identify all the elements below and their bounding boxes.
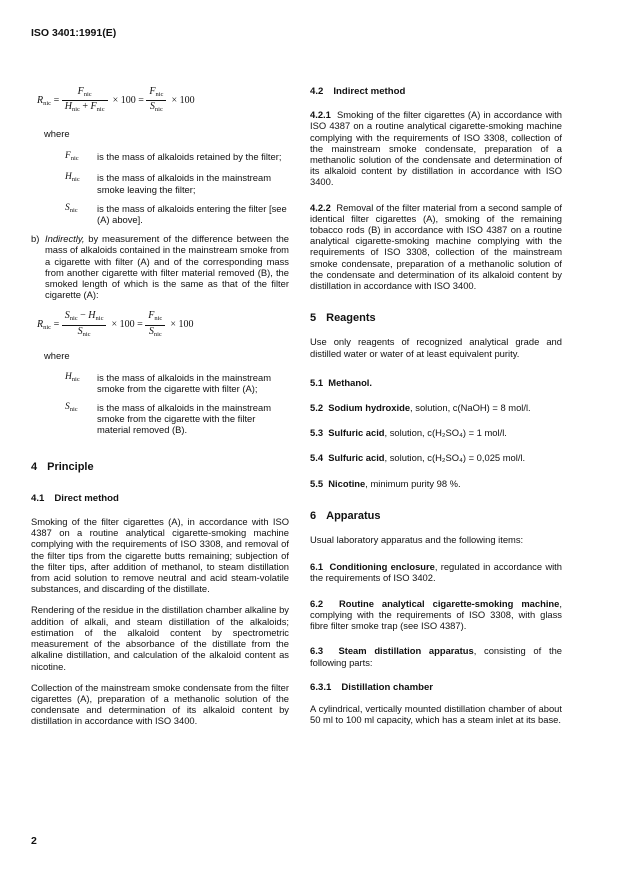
section-4-heading: 4 Principle <box>31 460 94 473</box>
paragraph-4-2-2: 4.2.2 Removal of the filter material from a second sample of identical filter cigarettes (A), smoking of the remaining tobacco rods (B) in accordance with ISO 4387 on a routine analytical cigarette-smoking machine complying with the requirements of ISO 3308, collection of the mainstream smoke condensate, preparation of a methanolic solution of the condensate and determination of its alkaloid content by distillation in accordance with ISO 3400. <box>310 201 563 292</box>
reagent-5-1: 5.1 Methanol. <box>310 376 373 388</box>
definition-F: $F_{nic}$ is the mass of alkaloids retained by the filter; <box>65 151 282 163</box>
paragraph-4-1-b: Rendering of the residue in the distillation chamber alkaline by addition of alkali, and steam distillation of the alkaloids; estimation of the alkaloid content by spectrometric measurement of the absorbance of the distillate from the alkaline distillation, and calculation of the alkaloid content as nicotine. <box>31 604 289 672</box>
paragraph-4-2-1: 4.2.1 Smoking of the filter cigarettes (A) in accordance with ISO 4387 on a routine analytical cigarette-smoking machine complying with the requirements of ISO 3308, collection of the mainstream smoke condensate, preparation of a methanolic solution of the condensate and determination of its alkaloid content by distillation in accordance with ISO 3400. <box>310 109 562 188</box>
section-5-heading: 5 Reagents <box>310 312 376 325</box>
reagent-5-5: 5.5 Nicotine, minimum purity 98 %. <box>310 477 461 489</box>
section-4-1-heading: 4.1 Direct method <box>31 492 119 504</box>
left-column <box>31 86 289 727</box>
section-6-3-1-heading: 6.3.1 Distillation chamber <box>310 681 434 693</box>
item-b: b) Indirectly, by measurement of the difference between the mass of alkaloids contained in the mainstream smoke from a cigarette with filter (A) and of the corresponding mass from another cigarette with filter material removed (B), the smoked length of which is the same as that of the filter cigarette (A): <box>31 233 289 301</box>
formula-direct: $R_{nic}$ = $\frac{F_{nic}}{H_{nic} + F_{nic}}$ × 100 = $\frac{F_{nic}}{S_{nic}}$ × 100 <box>37 86 289 120</box>
where-label-2: where <box>44 350 70 362</box>
document-header: ISO 3401:1991(E) <box>31 27 117 39</box>
reagent-5-2: 5.2 Sodium hydroxide, solution, c(NaOH) = 8 mol/l. <box>310 402 531 414</box>
definition-S: $S_{nic}$ is the mass of alkaloids entering the filter [see (A) above]. <box>65 202 287 226</box>
paragraph-6: Usual laboratory apparatus and the following items: <box>310 534 524 546</box>
apparatus-6-3: 6.3 Steam distillation apparatus, consisting of the following parts: <box>310 645 562 668</box>
definition-H: $H_{nic}$ is the mass of alkaloids in the mainstream smoke leaving the filter; <box>65 172 272 195</box>
apparatus-6-2: 6.2 Routine analytical cigarette-smoking machine, complying with the requirements of ISO 3308, with glass fibre filter smoke trap (see ISO 4387). <box>310 597 562 632</box>
reagent-5-3: 5.3 Sulfuric acid, solution, c(H₂SO₄) = 1 mol/l. <box>310 427 507 439</box>
section-4-2-heading: 4.2 Indirect method <box>310 86 406 97</box>
definition-H2: $H_{nic}$ is the mass of alkaloids in the mainstream smoke from the cigarette with filter (A); <box>65 371 272 394</box>
right-column <box>310 86 562 725</box>
apparatus-6-1: 6.1 Conditioning enclosure, regulated in accordance with the requirements of ISO 3402. <box>310 561 562 584</box>
reagent-5-4: 5.4 Sulfuric acid, solution, c(H₂SO₄) = 0,025 mol/l. <box>310 452 526 464</box>
paragraph-4-1-a: Smoking of the filter cigarettes (A), in accordance with ISO 4387 on a routine analytical cigarette-smoking machine complying with the requirements of ISO 3308, and removal of the filter tips from the cigarette butts remaining; subjection of the filter tips, after addition of methanol, to steam distillation from acid solution to remove neutral and acid steam-volatile substances, and discarding of the distillate. <box>31 516 289 595</box>
definition-S2: $S_{nic}$ is the mass of alkaloids in the mainstream smoke from the cigarette with the filter material removed (B). <box>65 402 272 436</box>
page-number: 2 <box>31 835 37 847</box>
paragraph-5: Use only reagents of recognized analytical grade and distilled water or water of at least equivalent purity. <box>310 336 562 359</box>
formula-indirect: $R_{nic}$ = $\frac{S_{nic} - H_{nic}}{S_{nic}}$ × 100 = $\frac{F_{nic}}{S_{nic}}$ × 100 <box>37 310 289 344</box>
paragraph-4-1-c: Collection of the mainstream smoke condensate from the filter cigarettes (A), preparation of a methanolic solution of the condensate and determination of its alkaloid content by distillation in accordance with ISO 3400. <box>31 681 289 727</box>
paragraph-6-3-1: A cylindrical, vertically mounted distillation chamber of about 50 ml to 100 ml capacity, which has a steam inlet at its base. <box>310 702 562 726</box>
where-label-1: where <box>44 128 70 139</box>
section-6-heading: 6 Apparatus <box>310 509 381 522</box>
